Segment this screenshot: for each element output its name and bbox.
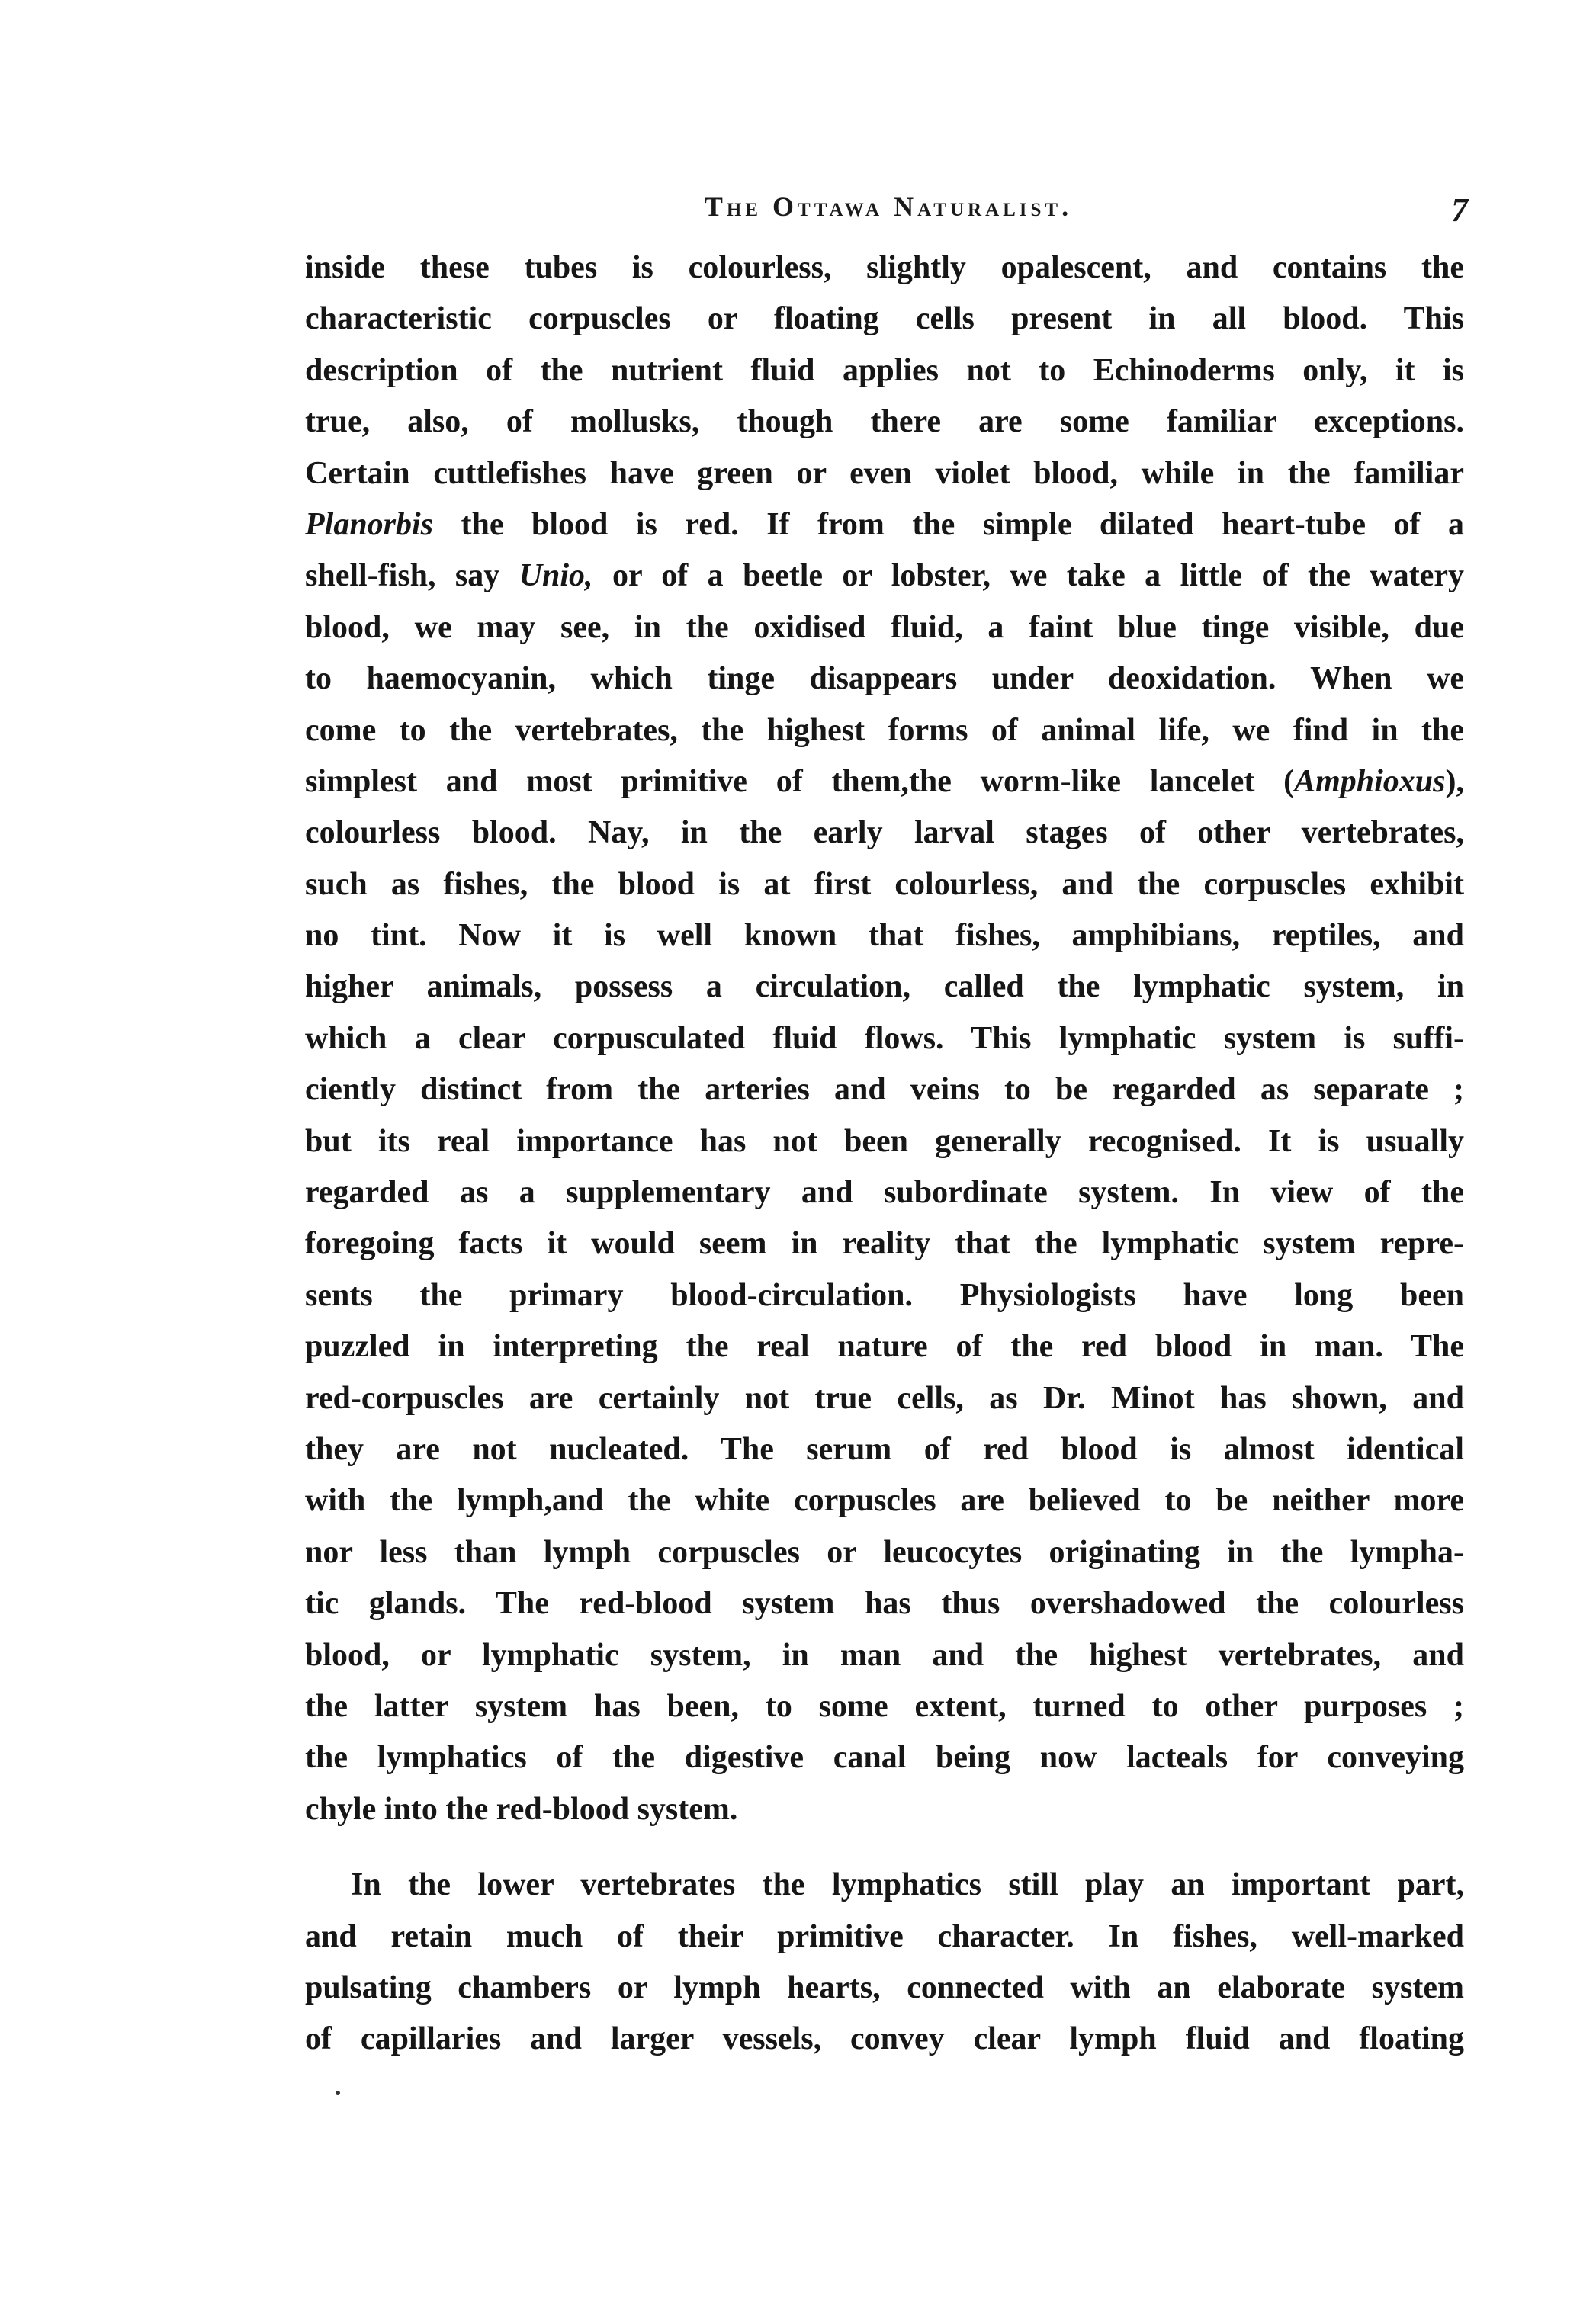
line-text: colourless blood. Nay, in the early larval stages of other vertebrates, <box>305 815 1464 851</box>
line-text: the lymphatics of the digestive canal being now lacteals for conveying <box>305 1740 1464 1776</box>
species-name: Planorbis <box>305 506 434 542</box>
line-text: which a clear corpusculated fluid flows. This lymphatic system is suffi- <box>305 1020 1464 1056</box>
species-name: Unio, <box>519 558 593 594</box>
line-text: red-corpuscles are certainly not true cells, as Dr. Minot has shown, and <box>305 1380 1464 1416</box>
text-line <box>305 499 1464 551</box>
text-line <box>305 2014 1464 2065</box>
line-text: puzzled in interpreting the real nature of the red blood in man. The <box>305 1329 1464 1365</box>
text-line <box>305 294 1464 345</box>
page-number: 7 <box>1451 191 1468 229</box>
text-line <box>305 1527 1464 1578</box>
line-text: inside these tubes is colourless, slightly opalescent, and contains the <box>305 250 1464 285</box>
text-line <box>305 1013 1464 1064</box>
printing-speck <box>336 2091 340 2095</box>
line-text: shell-fish, say <box>305 558 519 594</box>
line-text: and retain much of their primitive character. In fishes, well-marked <box>305 1918 1464 1954</box>
text-line <box>305 345 1464 396</box>
text-line <box>305 859 1464 910</box>
line-text: regarded as a supplementary and subordinate system. In view of the <box>305 1175 1464 1211</box>
line-text: they are not nucleated. The serum of red blood is almost identical <box>305 1431 1464 1467</box>
text-line <box>305 1784 1464 1835</box>
line-text: of capillaries and larger vessels, convey clear lymph fluid and floating <box>305 2021 1464 2057</box>
text-line <box>305 961 1464 1013</box>
line-text: blood, or lymphatic system, in man and the highest vertebrates, and <box>305 1637 1464 1673</box>
text-line <box>305 602 1464 653</box>
line-text: the latter system has been, to some extent, turned to other purposes ; <box>305 1688 1464 1724</box>
text-line <box>305 910 1464 961</box>
text-line <box>305 448 1464 499</box>
line-text: description of the nutrient fluid applies not to Echinoderms only, it is <box>305 352 1464 388</box>
line-text: Certain cuttlefishes have green or even violet blood, while in the familiar <box>305 455 1464 491</box>
text-line <box>305 756 1464 807</box>
text-line <box>305 1860 1464 1911</box>
line-text: chyle into the red-blood system. <box>305 1791 738 1827</box>
line-text: characteristic corpuscles or floating cells present in all blood. This <box>305 301 1464 337</box>
text-line <box>305 1963 1464 2014</box>
text-line <box>305 1321 1464 1372</box>
text-line <box>305 396 1464 448</box>
line-text: the blood is red. If from the simple dilated heart-tube of a <box>433 506 1464 542</box>
text-line <box>305 1424 1464 1475</box>
line-text: such as fishes, the blood is at first colourless, and the corpuscles exhibit <box>305 866 1464 902</box>
text-line <box>305 1578 1464 1629</box>
text-line <box>305 1630 1464 1681</box>
line-text: with the lymph,and the white corpuscles are believed to be neither more <box>305 1483 1464 1519</box>
text-line <box>305 1116 1464 1167</box>
running-head <box>309 191 1468 236</box>
line-text: In the lower vertebrates the lymphatics still play an important part, <box>351 1867 1464 1903</box>
line-text: tic glands. The red-blood system has thus overshadowed the colourless <box>305 1586 1464 1622</box>
line-text: to haemocyanin, which tinge disappears under deoxidation. When we <box>305 661 1464 697</box>
text-line <box>305 1218 1464 1270</box>
line-text: nor less than lymph corpuscles or leucocytes originating in the lympha- <box>305 1534 1464 1570</box>
line-text: blood, we may see, in the oxidised fluid, a faint blue tinge visible, due <box>305 609 1464 645</box>
line-text: no tint. Now it is well known that fishes, amphibians, reptiles, and <box>305 918 1464 954</box>
text-line <box>305 1270 1464 1321</box>
line-text: ciently distinct from the arteries and veins to be regarded as separate ; <box>305 1072 1464 1108</box>
body-text <box>305 242 1464 2066</box>
line-text: foregoing facts it would seem in reality that the lymphatic system repre- <box>305 1226 1464 1262</box>
text-line <box>305 551 1464 602</box>
line-text: sents the primary blood-circulation. Physiologists have long been <box>305 1277 1464 1313</box>
journal-title: The Ottawa Naturalist. <box>704 191 1073 222</box>
line-text: come to the vertebrates, the highest forms of animal life, we find in the <box>305 712 1464 748</box>
line-text: ), <box>1445 763 1464 799</box>
text-line <box>305 1912 1464 1963</box>
text-line <box>305 242 1464 294</box>
text-line <box>305 1475 1464 1526</box>
paragraph <box>305 1860 1464 2066</box>
line-text: pulsating chambers or lymph hearts, connected with an elaborate system <box>305 1969 1464 2005</box>
text-line <box>305 1732 1464 1783</box>
species-name: Amphioxus <box>1294 763 1446 799</box>
line-text: but its real importance has not been generally recognised. It is usually <box>305 1123 1464 1159</box>
text-line <box>305 1373 1464 1424</box>
text-line <box>305 653 1464 705</box>
text-line <box>305 1681 1464 1732</box>
text-line <box>305 1064 1464 1115</box>
line-text: true, also, of mollusks, though there are some familiar exceptions. <box>305 404 1464 440</box>
text-line <box>305 807 1464 859</box>
line-text: simplest and most primitive of them,the worm-like lancelet ( <box>305 763 1295 799</box>
line-text: higher animals, possess a circulation, called the lymphatic system, in <box>305 969 1464 1005</box>
paragraph-gap <box>305 1835 1464 1860</box>
paragraph <box>305 242 1464 1835</box>
line-text: or of a beetle or lobster, we take a little of the watery <box>592 558 1465 594</box>
text-line <box>305 1167 1464 1218</box>
text-line <box>305 705 1464 756</box>
